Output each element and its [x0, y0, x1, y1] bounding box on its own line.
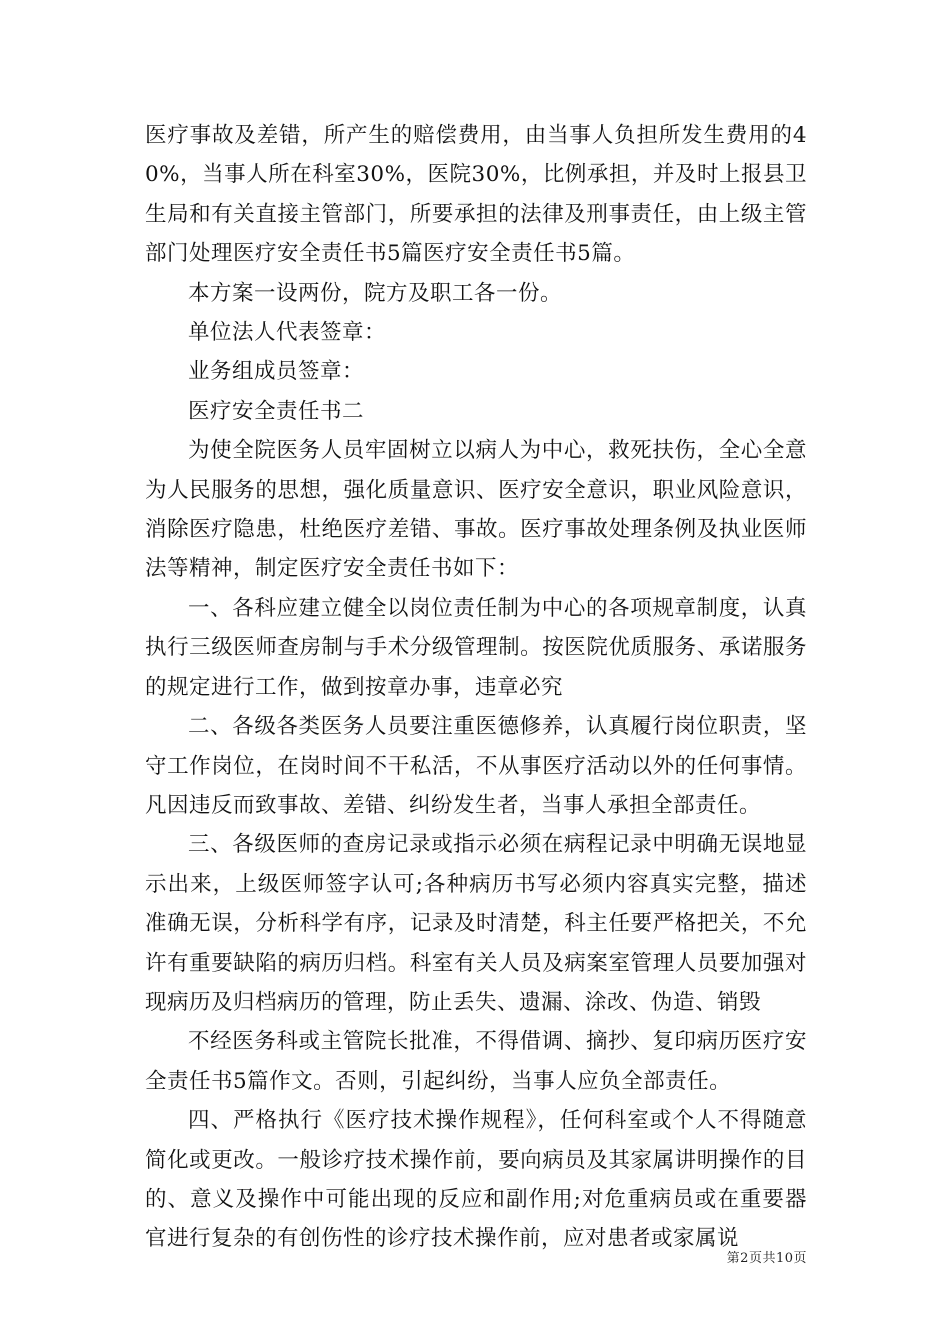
- paragraph-11: 四、严格执行《医疗技术操作规程》，任何科室或个人不得随意简化或更改。一般诊疗技术操作前，要向病员及其家属讲明操作的目的、意义及操作中可能出现的反应和副作用;对危重病员或在重要器官进行复杂的有创伤性的诊疗技术操作前，应对患者或家属说: [145, 1108, 807, 1252]
- paragraph-9: 三、各级医师的查房记录或指示必须在病程记录中明确无误地显示出来，上级医师签字认可;各种病历书写必须内容真实完整，描述准确无误，分析科学有序，记录及时清楚，科主任要严格把关，不允许有重要缺陷的病历归档。科室有关人员及病案室管理人员要加强对现病历及归档病历的管理，防止丢失、遗漏、涂改、伪造、销毁: [145, 832, 807, 1015]
- paragraph-7: 一、各科应建立健全以岗位责任制为中心的各项规章制度，认真执行三级医师查房制与手术分级管理制。按医院优质服务、承诺服务的规定进行工作，做到按章办事，违章必究: [145, 595, 807, 700]
- page-number-footer: 第2页共10页: [726, 1251, 807, 1266]
- section-heading: 医疗安全责任书二: [188, 398, 365, 424]
- paragraph-3: 单位法人代表签章：: [188, 320, 387, 346]
- paragraph-4: 业务组成员签章：: [188, 359, 365, 385]
- paragraph-1: 医疗事故及差错，所产生的赔偿费用，由当事人负担所发生费用的40%，当事人所在科室30%，医院30%，比例承担，并及时上报县卫生局和有关直接主管部门，所要承担的法律及刑事责任，由上级主管部门处理医疗安全责任书5篇医疗安全责任书5篇。: [145, 123, 807, 267]
- paragraph-6: 为使全院医务人员牢固树立以病人为中心，救死扶伤，全心全意为人民服务的思想，强化质量意识、医疗安全意识，职业风险意识，消除医疗隐患，杜绝医疗差错、事故。医疗事故处理条例及执业医师法等精神，制定医疗安全责任书如下：: [145, 438, 807, 582]
- paragraph-2: 本方案一设两份，院方及职工各一份。: [188, 280, 563, 306]
- paragraph-8: 二、各级各类医务人员要注重医德修养，认真履行岗位职责，坚守工作岗位，在岗时间不干私活，不从事医疗活动以外的任何事情。凡因违反而致事故、差错、纠纷发生者，当事人承担全部责任。: [145, 714, 807, 818]
- paragraph-10: 不经医务科或主管院长批准，不得借调、摘抄、复印病历医疗安全责任书5篇作文。否则，引起纠纷，当事人应负全部责任。: [145, 1029, 807, 1094]
- document-body: [145, 116, 807, 1259]
